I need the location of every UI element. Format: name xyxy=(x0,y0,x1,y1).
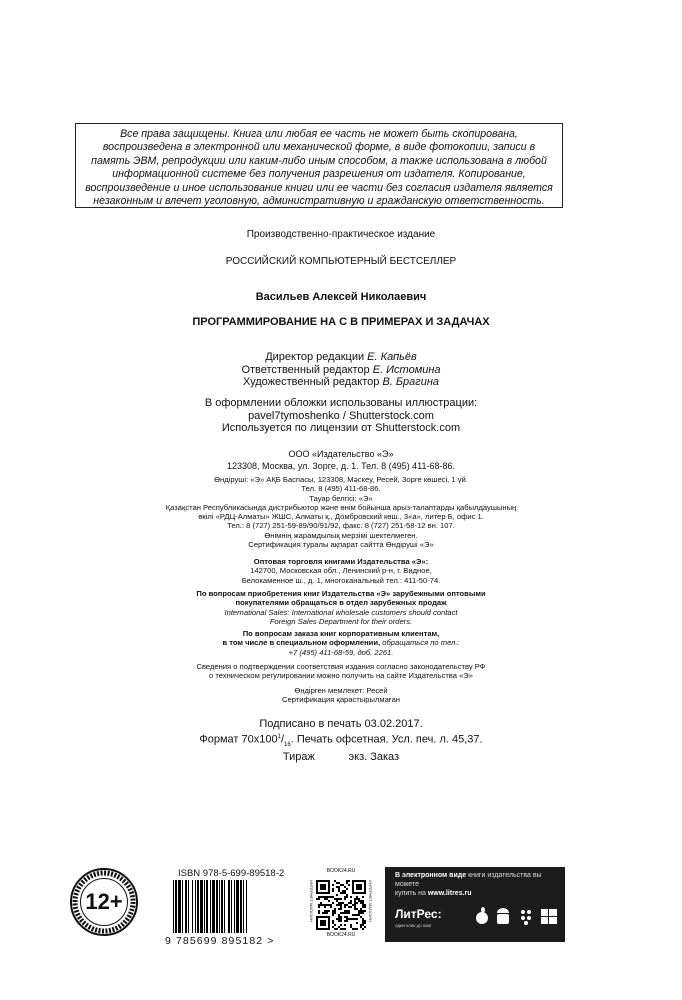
litres-text: В электронном виде книги издательства вы можете купить на www.litres.ru xyxy=(395,872,542,897)
credit-art-editor: Художественный редактор В. Брагина xyxy=(243,376,439,388)
kz-line: Тауар белгісі: «Э» xyxy=(309,493,373,503)
qr-top-label: BOOK24.RU xyxy=(326,868,356,874)
age-rating-text: 12+ xyxy=(80,878,128,926)
kz-line: Өнімнің жарамдылық мерзімі шектелмеген. xyxy=(264,530,418,540)
credits-block xyxy=(0,351,682,389)
rights-notice-box xyxy=(75,123,563,208)
kz-line: Қазақстан Республикасында дистрибьютор және өнім бойынша арыз-талаптарды қабылдаушының xyxy=(165,502,517,512)
print-info xyxy=(0,718,682,763)
kazakh-info xyxy=(0,475,682,549)
corporate-heading-2: в том числе в специальном оформлении, обращаться по тел.: xyxy=(222,638,460,648)
wholesale-line-1: 142700, Московская обл., Ленинский р-н, г. Видное, xyxy=(250,566,432,576)
age-rating-badge xyxy=(70,868,138,936)
conformity-line-2: о техническом регулировании можно получить на сайте Издательства «Э» xyxy=(209,671,473,681)
cover-line-3: Используется по лицензии от Shutterstock.com xyxy=(221,422,461,434)
origin-block xyxy=(0,686,682,705)
conformity-block xyxy=(0,662,682,681)
isbn: ISBN 978-5-699-89518-2 xyxy=(178,868,285,879)
litres-banner xyxy=(385,867,565,942)
windows-icon xyxy=(541,909,557,924)
kz-line: Сертификация туралы ақпарат сайтта Өндіруші «Э» xyxy=(248,540,434,550)
qr-code-block xyxy=(316,868,366,942)
foreign-line-2: Foreign Sales Department for their orders. xyxy=(269,616,413,626)
litres-tagline: один клик до книг xyxy=(395,923,432,928)
publisher-block xyxy=(0,449,682,472)
foreign-line-1: International Sales: International wholesale customers should contact xyxy=(224,607,458,617)
wholesale-line-2: Белокаменное ш., д. 1, многоканальный тел.: 411-50-74. xyxy=(241,575,441,585)
blackberry-icon xyxy=(521,910,531,925)
print-signed: Подписано в печать 03.02.2017. xyxy=(259,718,423,730)
foreign-heading-2: покупателями обращаться в отдел зарубежных продаж xyxy=(235,598,447,608)
wholesale-block xyxy=(0,557,682,585)
kz-line: Тел. 8 (495) 411-68-86. xyxy=(301,484,381,494)
android-icon xyxy=(497,908,509,924)
cover-credits xyxy=(0,397,682,435)
kz-line: Өндіруші: «Э» АҚБ Баспасы, 123308, Мәскеу, Ресей, Зорге көшесі, 1 үй. xyxy=(214,475,468,484)
kz-line: Тел.: 8 (727) 251-59-89/90/91/92, факс: 8 (727) 251-58-12 вн. 107. xyxy=(227,521,455,531)
conformity-line-1: Сведения о подтверждении соответствия издания согласно законодательству РФ xyxy=(196,662,486,671)
origin-line-1: Өндірген мемлекет: Ресей xyxy=(294,686,388,695)
edition-type: Производственно-практическое издание xyxy=(246,229,436,240)
publisher-name: ООО «Издательство «Э» xyxy=(288,449,394,459)
apple-icon xyxy=(476,907,488,924)
wholesale-heading: Оптовая торговля книгами Издательства «Э»: xyxy=(253,557,429,566)
barcode-icon xyxy=(171,880,289,933)
cover-line-2: pavel7tymoshenko / Shutterstock.com xyxy=(248,409,434,422)
foreign-sales-block xyxy=(0,589,682,626)
corporate-heading-1: По вопросам заказа книг корпоративным клиентам, xyxy=(242,629,440,638)
litres-logo: ЛитРес: xyxy=(395,907,442,921)
credit-responsible-editor: Ответственный редактор Е. Истомина xyxy=(241,363,441,376)
print-tirage: Тираж экз. Заказ xyxy=(282,750,400,763)
foreign-heading-1: По вопросам приобретения книг Издательства «Э» зарубежными оптовыми xyxy=(196,589,486,598)
rights-notice-text: Все права защищены. Книга или любая ее часть не может быть скопирована, воспроизведена в электронной или механической форме, в виде фотокопии, записи в память ЭВМ, репродукции или каким-либо иным способом, а также использована в любой информационной системе без получения разрешения от издателя. Копирование, воспроизведение и иное использование книги или ее части без согласия издателя является незаконным и влечет уголовную, административную и гражданскую ответственность. xyxy=(85,128,553,208)
qr-bottom-label: BOOK24.RU xyxy=(326,932,356,938)
platform-icons xyxy=(473,905,561,927)
corporate-block xyxy=(0,629,682,657)
book-title: ПРОГРАММИРОВАНИЕ НА С В ПРИМЕРАХ И ЗАДАЧАХ xyxy=(192,316,490,328)
cover-line-1: В оформлении обложки использованы иллюстрации: xyxy=(204,397,478,409)
corporate-phone: +7 (495) 411-68-59, доб. 2261. xyxy=(288,647,394,657)
barcode-digits: 9 785699 895182 > xyxy=(165,935,275,947)
publisher-address: 123308, Москва, ул. Зорге, д. 1. Тел. 8 (495) 411-68-86. xyxy=(227,460,455,471)
author-name: Васильев Алексей Николаевич xyxy=(255,291,427,303)
credit-director: Директор редакции Е. Капьёв xyxy=(265,351,417,363)
qr-side-label-left: ИНТЕРНЕТ-МАГАЗИН xyxy=(309,880,314,922)
series-name: РОССИЙСКИЙ КОМПЬЮТЕРНЫЙ БЕСТСЕЛЛЕР xyxy=(225,256,457,267)
origin-line-2: Сертификация қарастырылмаған xyxy=(282,695,400,705)
print-format: Формат $70x100^1/_{16}$. Печать офсетная. Усл. печ. л. 45,37. xyxy=(199,733,483,748)
kz-line: өкілі «РДЦ-Алматы» ЖШС, Алматы қ., Домбровский көш., 3«а», литер Б, офис 1. xyxy=(198,512,484,522)
qr-code-icon xyxy=(316,880,366,930)
qr-side-label-right: ИНТЕРНЕТ-МАГАЗИН xyxy=(368,880,373,922)
